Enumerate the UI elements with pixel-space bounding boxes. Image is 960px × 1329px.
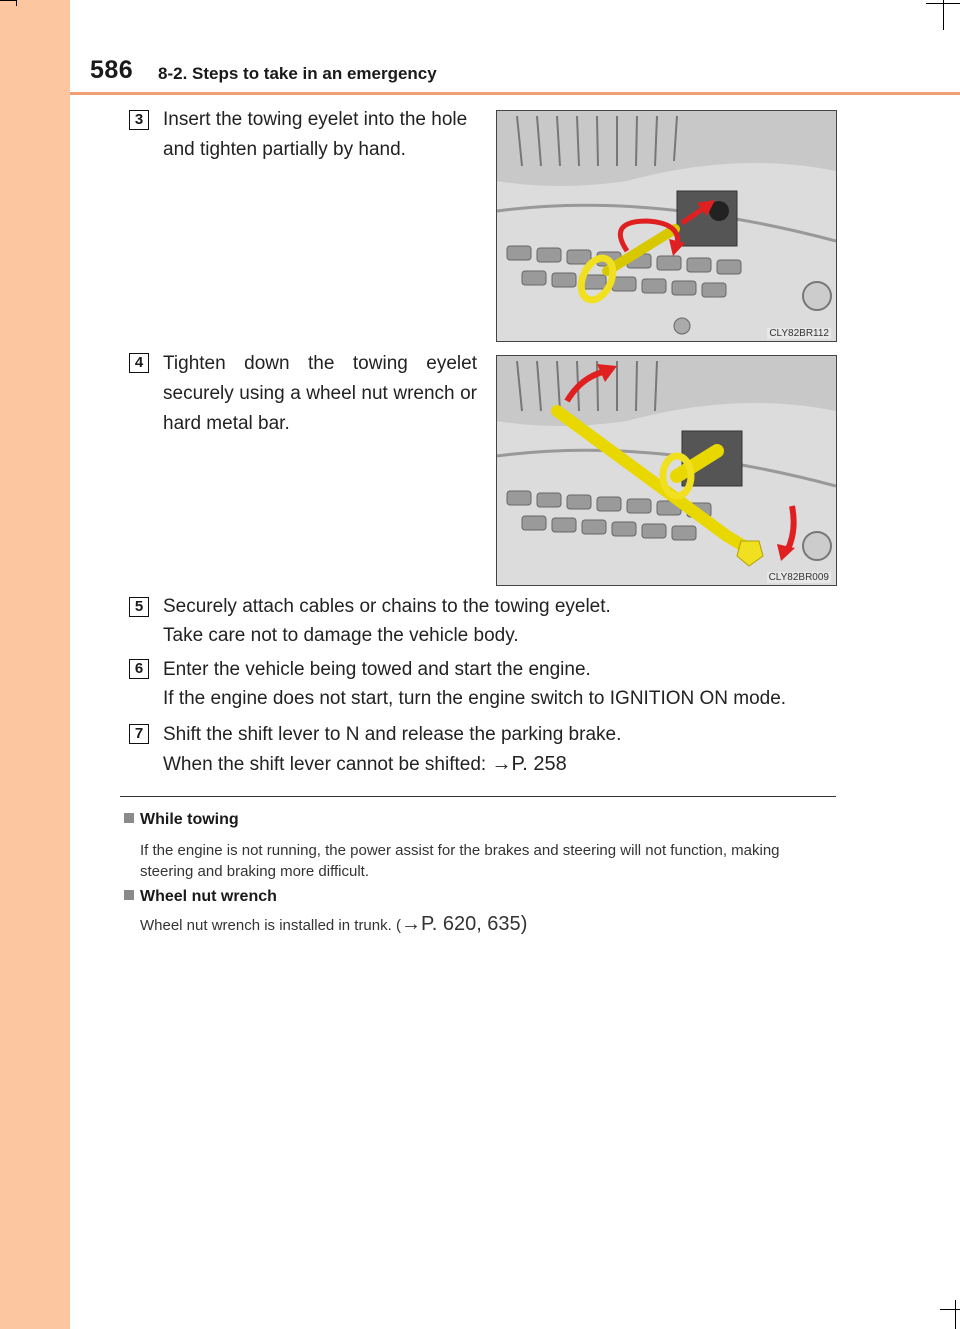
page-reference-link[interactable]: →P. 620, 635 [400,913,521,935]
crop-mark [940,1309,960,1310]
step-text: Securely attach cables or chains to the towing eyelet. [163,596,611,617]
step-subtext: Take care not to damage the vehicle body. [163,625,519,646]
side-color-band [0,0,70,1329]
square-bullet-icon [124,890,134,900]
illustration-tighten-eyelet [497,356,836,585]
figure-code: CLY82BR009 [768,572,829,583]
section-divider [120,796,836,797]
step-number-badge: 5 [129,597,149,617]
note-heading [124,888,277,906]
section-title: 8-2. Steps to take in an emergency [158,64,437,83]
figure-insert-eyelet [496,110,837,342]
illustration-insert-eyelet [497,111,836,341]
step-number-badge: 6 [129,659,149,679]
page-number: 586 [90,56,134,84]
step-text: Insert the towing eyelet into the hole and tighten partially by hand. [163,109,468,160]
crop-mark [0,0,16,1]
step-number-badge: 7 [129,724,149,744]
figure-tighten-eyelet [496,355,837,586]
page-reference-link[interactable]: →P. 258 [491,753,567,775]
header-rule [70,92,960,95]
note-body-suffix: ) [520,913,528,935]
square-bullet-icon [124,813,134,823]
step-text: Enter the vehicle being towed and start the engine. [163,659,591,680]
step-text: Shift the shift lever to N and release the parking brake. [163,724,622,745]
note-body [140,914,836,936]
note-heading [124,811,239,829]
note-title: Wheel nut wrench [140,888,277,905]
crop-mark [955,1300,956,1329]
step-subtext-prefix: When the shift lever cannot be shifted: [163,754,492,775]
figure-code: CLY82BR112 [769,328,829,339]
crop-mark [16,0,17,6]
step-subtext [163,749,567,780]
step-subtext: If the engine does not start, turn the engine switch to IGNITION ON mode. [163,688,787,709]
note-body: If the engine is not running, the power assist for the brakes and steering will not function, making steering and braking more difficult. [140,842,780,880]
crop-mark [943,0,944,30]
step-number-badge: 4 [129,353,149,373]
note-body-prefix: Wheel nut wrench is installed in trunk. ( [140,917,401,934]
step-number-badge: 3 [129,110,149,130]
note-title: While towing [140,811,239,828]
step-text: Tighten down the towing eyelet securely using a wheel nut wrench or hard metal bar. [163,353,477,434]
